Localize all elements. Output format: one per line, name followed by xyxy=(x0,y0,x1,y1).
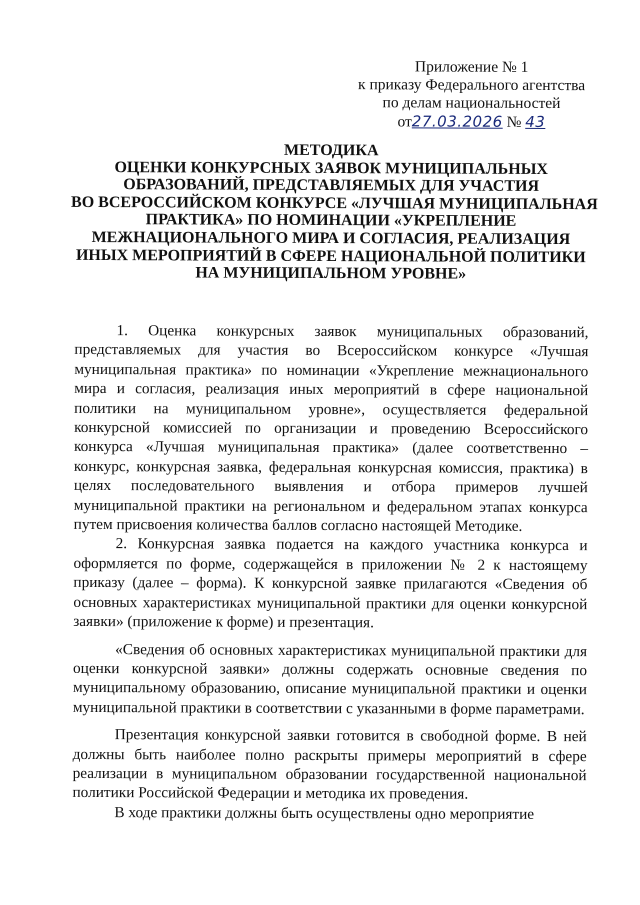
title-line: ОБРАЗОВАНИЙ, ПРЕДСТАВЛЯЕМЫХ ДЛЯ УЧАСТИЯ xyxy=(123,176,540,196)
paragraph-4: Презентация конкурсной заявки готовится в свободной форме. В ней должны быть наиболее полно раскрыты примеры мероприятий в сфере реализации в муниципальном образовании государственной национальной политики Российской Федерации и методика их проведения. xyxy=(72,726,587,803)
number-prefix: № xyxy=(506,113,522,131)
title-line: ВО ВСЕРОССИЙСКОМ КОНКУРСЕ «ЛУЧШАЯ МУНИЦИПАЛЬНАЯ xyxy=(71,193,598,213)
annex-header xyxy=(356,58,586,132)
title-line: МЕТОДИКА xyxy=(284,141,379,160)
paragraph-3: «Сведения об основных характеристиках муниципальной практики для оценки конкурсной заявки» должны содержать основные сведения по муниципальному образованию, описание муниципальной практики и оценки муниципальной практики в соответствии с указанными в форме параметрами. xyxy=(72,640,588,718)
annex-date-line xyxy=(356,112,586,132)
title-line: ПРАКТИКА» ПО НОМИНАЦИИ «УКРЕПЛЕНИЕ xyxy=(145,211,517,231)
title-line: ОЦЕНКИ КОНКУРСНЫХ ЗАЯВОК МУНИЦИПАЛЬНЫХ xyxy=(114,158,549,178)
annex-agency: по делам национальностей xyxy=(382,94,561,113)
title-line: ИНЫХ МЕРОПРИЯТИЙ В СФЕРЕ НАЦИОНАЛЬНОЙ ПОЛИТИКИ xyxy=(75,246,586,266)
paragraph-5: В ходе практики должны быть осуществлены одно мероприятие xyxy=(114,803,535,823)
paragraph-2: 2. Конкурсная заявка подается на каждого участника конкурса и оформляется по форме, содержащейся в приложении № 2 к настоящему приказу (далее – форма). К конкурсной заявке прилагаются «Сведения об основных характеристиках муниципальной практики для оценки конкурсной заявки» (приложение к форме) и презентация. xyxy=(73,535,588,632)
document-body xyxy=(72,321,588,824)
date-prefix: от xyxy=(397,113,412,131)
paragraph-1: 1. Оценка конкурсных заявок муниципальных образований, представляемых для участия во Всероссийском конкурсе «Лучшая муниципальная практика» по номинации «Укрепление межнационального мира и согласия, реализация иных мероприятий в сфере национальной политики на муниципальном уровне», осуществляется федеральной конкурсной комиссией по организации и проведению Всероссийского конкурса «Лучшая муниципальная практика» (далее соответственно – конкурс, конкурсная заявка, федеральная конкурсная комиссия, практика) в целях последовательного выявления и отбора примеров лучшей муниципальной практики на региональном и федеральном этапах конкурса путем присвоения количества баллов согласно настоящей Методике. xyxy=(73,322,589,535)
title-line: НА МУНИЦИПАЛЬНОМ УРОВНЕ» xyxy=(195,264,467,283)
handwritten-number: 43 xyxy=(525,112,546,131)
annex-order-ref: к приказу Федерального агентства xyxy=(358,76,586,95)
annex-title: Приложение № 1 xyxy=(414,58,529,76)
document-title xyxy=(71,141,598,284)
title-line: МЕЖНАЦИОНАЛЬНОГО МИРА И СОГЛАСИЯ, РЕАЛИЗАЦИЯ xyxy=(91,228,571,249)
handwritten-date: 27.03.2026 xyxy=(411,112,503,131)
